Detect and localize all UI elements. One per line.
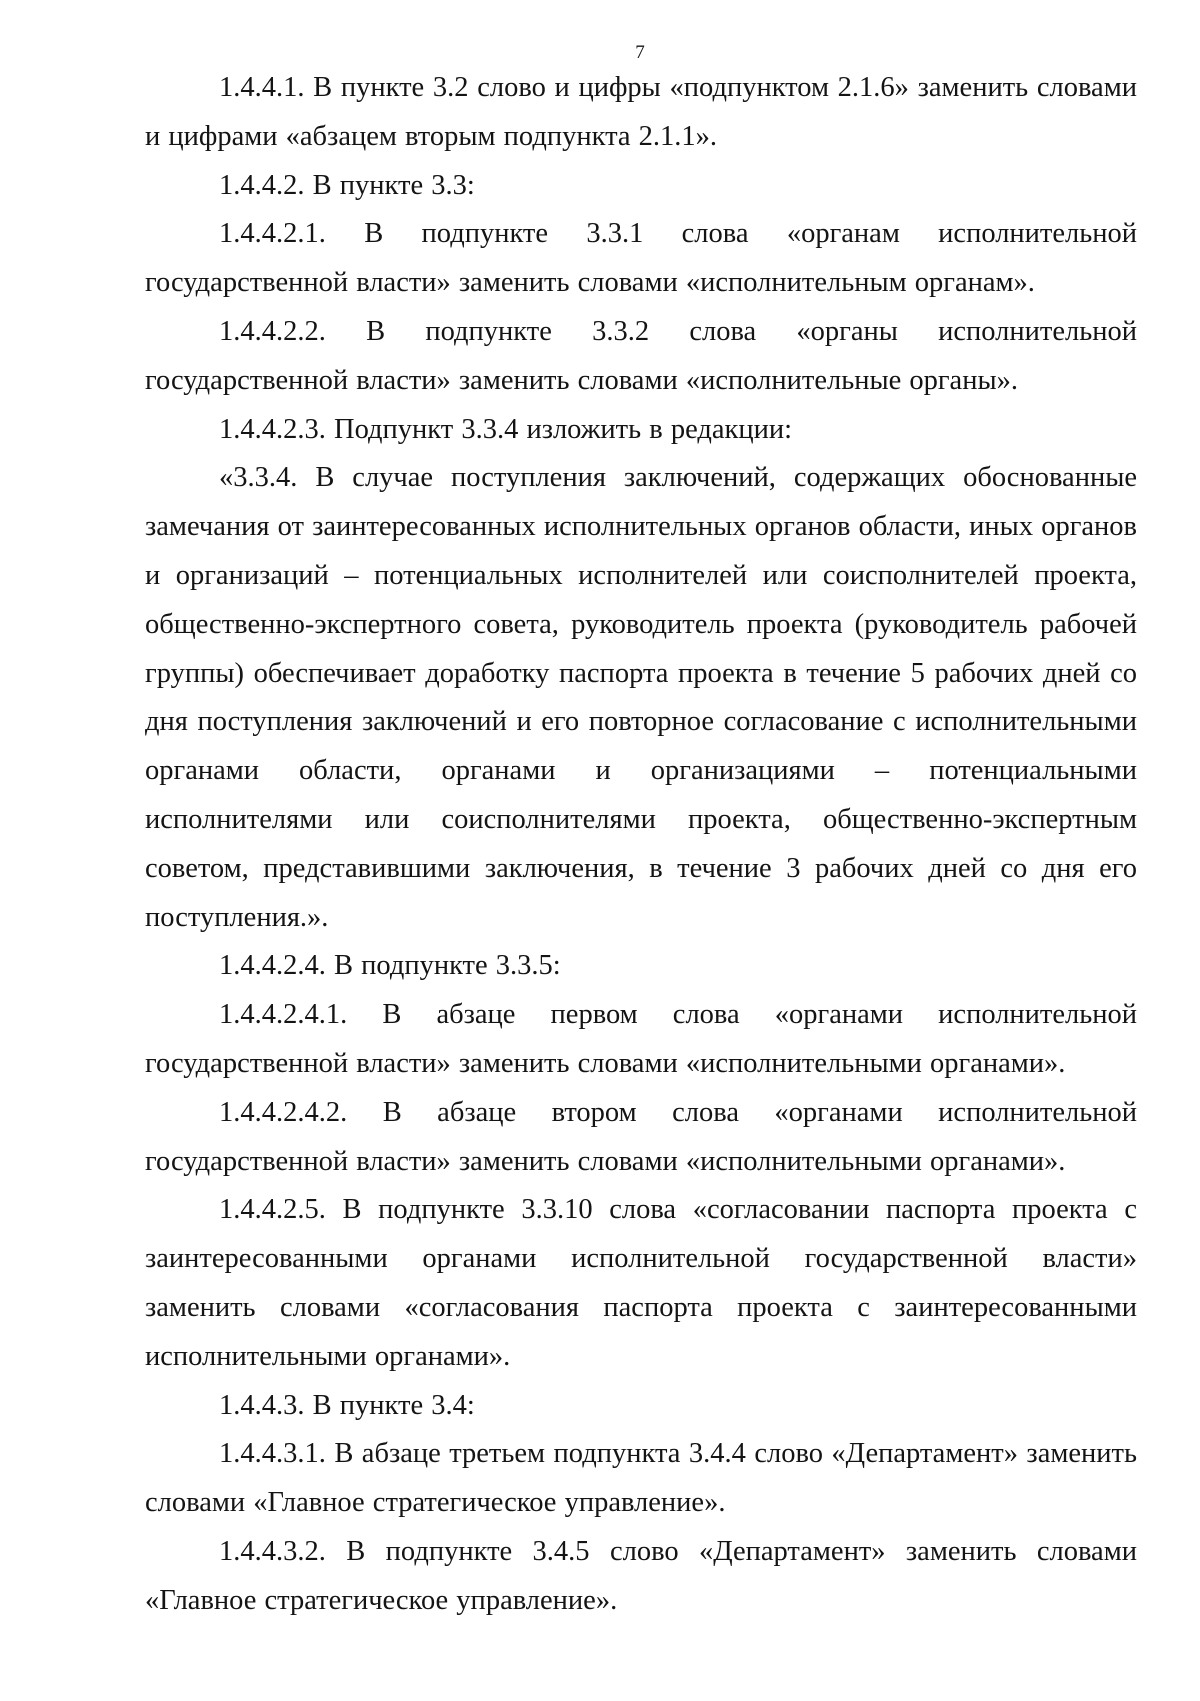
paragraph-1-4-4-2-4: 1.4.4.2.4. В подпункте 3.3.5: xyxy=(219,950,561,982)
paragraph-1-4-4-2-3: 1.4.4.2.3. Подпункт 3.3.4 изложить в редакции: xyxy=(219,413,793,445)
page-number: 7 xyxy=(635,42,645,63)
paragraph-1-4-4-2-1: 1.4.4.2.1. В подпункте 3.3.1 слова «органам исполнительной государственной власти» заменить словами «исполнительным органам». xyxy=(145,218,1137,299)
paragraph-1-4-4-2-4-1: 1.4.4.2.4.1. В абзаце первом слова «органами исполнительной государственной власти» заменить словами «исполнительными органами». xyxy=(145,999,1137,1079)
paragraph-1-4-4-2-4-2: 1.4.4.2.4.2. В абзаце втором слова «органами исполнительной государственной власти» заменить словами «исполнительными органами». xyxy=(145,1096,1137,1177)
paragraph-1-4-4-3-2: 1.4.4.3.2. В подпункте 3.4.5 слово «Департамент» заменить словами «Главное стратегическое управление». xyxy=(145,1535,1137,1616)
paragraph-1-4-4-2-5: 1.4.4.2.5. В подпункте 3.3.10 слова «согласовании паспорта проекта с заинтересованными органами исполнительной государственной власти» заменить словами «согласования паспорта проекта с заинтересованными исполнительными органами». xyxy=(145,1194,1137,1372)
paragraph-1-4-4-1: 1.4.4.1. В пункте 3.2 слово и цифры «подпунктом 2.1.6» заменить словами и цифрами «абзацем вторым подпункта 2.1.1». xyxy=(145,72,1137,152)
paragraph-1-4-4-3-1: 1.4.4.3.1. В абзаце третьем подпункта 3.4.4 слово «Департамент» заменить словами «Главное стратегическое управление». xyxy=(145,1438,1137,1519)
paragraph-1-4-4-2: 1.4.4.2. В пункте 3.3: xyxy=(219,169,475,201)
paragraph-1-4-4-2-2: 1.4.4.2.2. В подпункте 3.3.2 слова «органы исполнительной государственной власти» заменить словами «исполнительные органы». xyxy=(145,315,1137,396)
paragraph-1-4-4-3: 1.4.4.3. В пункте 3.4: xyxy=(219,1389,475,1421)
quoted-paragraph-3-3-4: «3.3.4. В случае поступления заключений, содержащих обоснованные замечания от заинтересованных исполнительных органов области, иных органов и организаций – потенциальных исполнителей или соисполнителей проекта, общественно-экспертного совета, руководитель проекта (руководитель рабочей группы) обеспечивает доработку паспорта проекта в течение 5 рабочих дней со дня поступления заключений и его повторное согласование с исполнительными органами области, органами и организациями – потенциальными исполнителями или соисполнителями проекта, общественно-экспертным советом, представившими заключения, в течение 3 рабочих дней со дня его поступления.». xyxy=(145,462,1137,933)
document-body xyxy=(145,64,1137,1626)
